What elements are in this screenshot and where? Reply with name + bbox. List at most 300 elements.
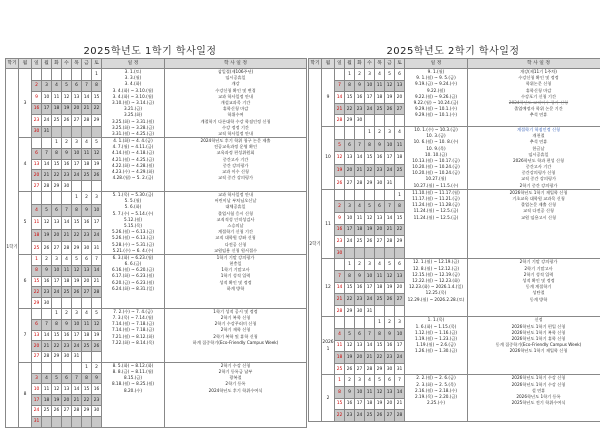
day-cell [92,181,102,192]
month-cell: 2026 1 [322,317,335,375]
day-cell: 5 [92,138,102,149]
day-cell: 25 [42,406,52,417]
day-cell: 16 [82,217,92,230]
schedule-event: 개강(제11기 1주차) [468,69,600,75]
day-cell: 23 [345,410,355,422]
schedule-event: 중간고사 기간 [165,157,306,163]
day-cell: 4 [365,375,375,387]
day-cell: 7 [72,373,82,384]
day-cell: 16 [62,330,72,341]
schedule-table [308,58,600,422]
schedule-date: 8.20.(수) [102,388,164,394]
day-cell: 22 [395,224,405,236]
day-cell [335,259,345,271]
day-cell: 3 [355,375,365,387]
day-cell: 27 [385,410,395,422]
schedule-event: 2학기 수강꾸러미 신청 [165,321,306,327]
day-cell [72,126,82,138]
schedule-event: 중간고사 기간 [468,164,600,170]
day-cell: 7 [42,148,52,159]
day-cell: 22 [345,103,355,115]
schedule-date: 6.20.(금) ~ 6.23.(월) [102,280,164,286]
day-cell: 26 [92,341,102,352]
day-cell [72,362,82,373]
schedule-date: 4. 1.(화) ~ 4. 4.(금) [102,138,164,144]
schedule-dates-cell [405,375,468,421]
day-cell: 30 [42,298,52,309]
header-sat: 토 [395,59,405,69]
day-cell: 30 [82,242,92,255]
week-row [309,259,600,271]
schedule-event: 1학기 성적 입력 [165,273,306,279]
schedule-dates-cell [102,308,165,362]
day-cell: 9 [385,328,395,340]
month-cell: 7 [19,308,32,362]
schedule-event: 개강 [165,81,306,87]
day-cell: 21 [385,224,395,236]
schedule-event: 2학기 기말고사 [468,266,600,272]
header-events: 학 사 일 정 [165,59,307,69]
day-cell: 20 [345,164,355,177]
schedule-date: 4.22.(화) ~ 4.28.(월) [102,163,164,169]
day-cell: 16 [32,103,42,115]
day-cell: 3 [365,69,375,81]
day-cell: 14 [365,340,375,352]
day-cell [395,115,405,127]
schedule-date: 10. 9.(목) [405,146,467,152]
day-cell: 13 [82,265,92,276]
schedule-event: 2024학년도 후기 학위 청구 논문 제출 [165,138,306,144]
schedule-event: 하계 방학 [165,286,306,292]
day-cell: 4 [375,69,385,81]
schedule-events-cell [165,308,307,362]
day-cell: 31 [72,352,82,363]
schedule-date: 10.27.(월) [405,176,467,182]
schedule-events-cell [165,362,307,427]
schedule-date: 3. 1.(토) [102,69,164,75]
day-cell: 29 [32,298,42,309]
schedule-date: 5.28.(수) ~ 5.31.(금) [102,242,164,248]
day-cell: 27 [345,177,355,190]
day-cell: 3 [92,192,102,205]
day-cell: 12 [72,265,82,276]
schedule-date: 7.22.(화) ~ 8.14.(목) [102,340,164,346]
schedule-date: 3.31.(월) ~ 4.25.(금) [102,131,164,137]
schedule-table [5,58,307,428]
schedule-date: 2. 2.(월) ~ 2. 6.(금) [405,375,467,381]
day-cell: 4 [82,308,92,319]
day-cell: 25 [52,115,62,127]
day-cell: 12 [365,213,375,225]
day-cell: 9 [92,373,102,384]
schedule-date: 4.21.(월) ~ 4.25.(금) [102,157,164,163]
schedule-event: 성적 확인 및 정정 [468,278,600,284]
day-cell: 1 [52,308,62,319]
day-cell: 26 [345,363,355,375]
day-cell: 27 [82,287,92,298]
day-cell: 8 [375,328,385,340]
day-cell: 10 [395,328,405,340]
day-cell: 30 [375,177,385,190]
day-cell: 27 [355,363,365,375]
day-cell: 6 [82,254,92,265]
day-cell: 10 [345,213,355,225]
schedule-event: 2학기 성적 입력 [468,272,600,278]
schedule-event: 2025학년도 전기 학위수여식 [468,400,600,406]
day-cell: 4 [335,328,345,340]
schedule-date: 12.23.(화) ~ 2026.1.4.(일) [405,284,467,290]
schedule-date: 8.15.(금) [102,375,164,381]
day-cell: 10 [72,148,82,159]
schedule-event: 졸업예정자 학위 논문 기간 [468,106,600,112]
schedule-event: 교직 다전공 신청 [468,208,600,214]
day-cell: 10 [92,204,102,217]
day-cell [92,298,102,309]
schedule-events-cell [165,254,307,308]
day-cell: 6 [395,259,405,271]
schedule-date: 10. 6.(월) ~ 10. 8.(수) [405,139,467,145]
day-cell: 2 [345,375,355,387]
day-cell: 28 [365,363,375,375]
day-cell: 18 [62,276,72,287]
day-cell: 7 [42,319,52,330]
day-cell: 18 [375,92,385,104]
day-cell: 25 [365,410,375,422]
day-cell: 19 [335,164,345,177]
day-cell: 13 [32,330,42,341]
day-cell: 1 [345,69,355,81]
schedule-event: 학위수여 [165,112,306,118]
week-row [6,138,307,149]
day-cell: 12 [92,319,102,330]
day-cell: 15 [375,340,385,352]
day-cell [355,126,365,139]
day-cell: 22 [345,294,355,306]
day-cell: 12 [52,384,62,395]
day-cell: 19 [62,103,72,115]
day-cell: 3 [52,254,62,265]
day-cell: 27 [52,242,62,255]
day-cell: 24 [42,115,52,127]
schedule-date: 10.20.(월) ~ 10.24.(금) [405,164,467,170]
day-cell: 8 [345,271,355,283]
day-cell: 11 [375,271,385,283]
schedule-date: 8. 5.(화) ~ 8.12.(화) [102,363,164,369]
schedule-event: 광복절 [165,375,306,381]
schedule-date: 9.22.(월) [405,88,467,94]
day-cell: 23 [355,294,365,306]
day-cell [365,115,375,127]
day-cell: 23 [385,352,395,364]
day-cell: 9 [355,271,365,283]
day-cell: 24 [345,236,355,248]
day-cell [52,298,62,309]
schedule-event: 다전공 신청 [165,242,306,248]
calendar-page-semester-1 [5,0,295,424]
schedule-date: 5. 5.(월) [102,198,164,204]
day-cell: 1 [345,259,355,271]
day-cell: 13 [52,217,62,230]
schedule-events-cell [165,192,307,255]
day-cell: 8 [82,373,92,384]
day-cell: 29 [52,352,62,363]
schedule-date: 7. 2.(수) ~ 7. 4.(금) [102,309,164,315]
schedule-event: 휴학신청 마감 [468,88,600,94]
day-cell: 12 [335,152,345,165]
day-cell: 15 [72,217,82,230]
schedule-date: 2. 3.(화) ~ 2. 5.(목) [405,382,467,388]
day-cell: 5 [52,373,62,384]
day-cell: 10 [365,271,375,283]
day-cell: 9 [345,386,355,398]
schedule-events-cell [468,317,600,375]
day-cell: 17 [355,398,365,410]
day-cell: 8 [335,386,345,398]
day-cell: 4 [32,204,42,217]
day-cell: 23 [355,103,365,115]
month-cell: 8 [19,362,32,427]
day-cell: 15 [32,276,42,287]
day-cell: 20 [395,282,405,294]
day-cell: 5 [365,201,375,213]
day-cell: 18 [82,330,92,341]
day-cell [62,362,72,373]
day-cell: 24 [395,352,405,364]
schedule-event: 신정 [468,317,600,323]
schedule-event: 2학기 등록금 납부 [165,369,306,375]
day-cell: 1 [82,362,92,373]
schedule-event: 수강 정정 기간 [165,125,306,131]
schedule-event: 교과 이수 신청 [165,169,306,175]
schedule-date: 12.25.(목) [405,290,467,296]
day-cell: 16 [375,152,385,165]
day-cell: 10 [32,384,42,395]
day-cell: 9 [355,80,365,92]
day-cell: 31 [32,416,42,427]
day-cell: 20 [32,341,42,352]
header-row [309,59,600,69]
day-cell: 9 [32,92,42,104]
day-cell: 11 [355,213,365,225]
day-cell: 18 [395,152,405,165]
day-cell: 26 [375,410,385,422]
day-cell: 20 [82,276,92,287]
day-cell: 21 [62,229,72,242]
day-cell: 18 [355,224,365,236]
month-cell: 12 [322,259,335,317]
day-cell: 15 [395,213,405,225]
schedule-date: 5. 7.(수) ~ 5.14.(수) [102,211,164,217]
day-cell: 8 [52,148,62,159]
header-mon: 월 [42,59,52,69]
day-cell: 21 [72,395,82,406]
schedule-event: 교과 학사일정 안내 [165,192,306,198]
day-cell: 17 [32,395,42,406]
day-cell: 7 [62,204,72,217]
day-cell: 29 [365,177,375,190]
day-cell [52,362,62,373]
schedule-date: 4.28.(월) ~ 5. 2.(금) [102,175,164,181]
day-cell: 3 [385,126,395,139]
day-cell: 15 [365,152,375,165]
schedule-event: 휴학신청 마감 [165,106,306,112]
day-cell: 15 [92,92,102,104]
schedule-dates-cell [102,254,165,308]
day-cell: 19 [385,282,395,294]
day-cell: 11 [365,386,375,398]
day-cell [92,352,102,363]
day-cell: 20 [72,103,82,115]
day-cell: 22 [335,410,345,422]
day-cell: 17 [395,340,405,352]
schedule-event: 2026학년도 1학기 수강 신청 [468,375,600,381]
schedule-event: 학위논문 신청 [468,81,600,87]
day-cell: 13 [385,386,395,398]
schedule-date: 9.29.(월) ~ 10.1.(수) [405,106,467,112]
day-cell: 19 [92,330,102,341]
day-cell: 28 [92,287,102,298]
schedule-event: 대체공휴일 [165,204,306,210]
day-cell: 4 [62,254,72,265]
day-cell: 2 [355,69,365,81]
schedule-date: 3.25.(화) ~ 3.31.(월) [102,119,164,125]
day-cell [385,115,395,127]
day-cell: 9 [375,139,385,152]
day-cell: 19 [375,398,385,410]
day-cell: 22 [365,164,375,177]
day-cell: 29 [82,406,92,417]
schedule-date: 10. 1.(수) ~ 10.3.(금) [405,127,467,133]
day-cell: 2 [385,317,395,329]
day-cell: 28 [42,352,52,363]
day-cell: 15 [52,159,62,170]
day-cell [365,189,375,201]
schedule-event: 2024학년도 교직이수 평가 신청 [468,100,600,106]
day-cell: 2 [62,138,72,149]
day-cell: 27 [32,352,42,363]
day-cell: 30 [62,181,72,192]
header-thu: 목 [375,59,385,69]
day-cell: 16 [355,282,365,294]
schedule-date: 3. 4.(화) [102,81,164,87]
day-cell: 27 [32,181,42,192]
day-cell: 27 [72,115,82,127]
day-cell: 11 [395,139,405,152]
day-cell: 5 [42,204,52,217]
day-cell: 27 [62,406,72,417]
schedule-event: 추석 연휴 [468,139,600,145]
schedule-event: 추석 연휴 [468,112,600,118]
schedule-event: 교직 중간 강의평가 [165,175,306,181]
schedule-events-cell [468,375,600,421]
day-cell [375,247,385,259]
day-cell: 3 [42,80,52,92]
schedule-dates-cell [405,259,468,317]
day-cell: 15 [345,92,355,104]
schedule-dates-cell [102,138,165,192]
day-cell [365,247,375,259]
schedule-event: 2학기 복학 신청 [165,315,306,321]
day-cell: 26 [335,177,345,190]
schedule-date: 9. 1.(월) ~ 9. 5.(금) [405,75,467,81]
day-cell: 2 [335,201,345,213]
day-cell: 1 [365,126,375,139]
schedule-event: 2026학년도 1학기 복학 신청 [468,330,600,336]
schedule-date: 3.10.(월) ~ 3.14.(금) [102,100,164,106]
schedule-date: 6.24.(화) ~ 8.31.(일) [102,286,164,292]
schedule-date: 4.14.(월) ~ 4.18.(금) [102,150,164,156]
week-row [6,192,307,205]
day-cell: 6 [345,139,355,152]
day-cell: 6 [32,148,42,159]
month-cell: 3 [19,69,32,138]
header-term: 학기 [309,59,322,69]
day-cell: 10 [365,80,375,92]
schedule-event: 수강신청 확인 및 변경 [165,88,306,94]
schedule-event: 동계 계절학기 [468,284,600,290]
schedule-event: 1학기 성적 공시 및 정정 [165,309,306,315]
day-cell: 13 [345,152,355,165]
day-cell: 20 [385,398,395,410]
schedule-event: 임시공휴일 [165,75,306,81]
day-cell: 22 [92,103,102,115]
week-row [309,189,600,201]
month-cell: 5 [19,192,32,255]
schedule-date: 7. 3.(목) ~ 7.14.(월) [102,315,164,321]
day-cell: 11 [42,384,52,395]
day-cell: 21 [355,164,365,177]
day-cell [82,69,92,81]
day-cell: 13 [375,213,385,225]
day-cell [345,126,355,139]
day-cell: 21 [82,103,92,115]
day-cell: 20 [62,395,72,406]
day-cell: 13 [62,384,72,395]
day-cell: 13 [32,159,42,170]
schedule-date: 3. 4.(화) ~ 3.10.(월) [102,94,164,100]
day-cell [385,189,395,201]
schedule-date: 2.16.(월) ~ 2.18.(수) [405,388,467,394]
day-cell: 4 [395,126,405,139]
day-cell: 5 [92,308,102,319]
header-sat: 토 [92,59,102,69]
header-mon: 월 [345,59,355,69]
day-cell: 31 [385,177,395,190]
day-cell: 6 [395,69,405,81]
day-cell: 22 [82,395,92,406]
day-cell: 18 [375,282,385,294]
day-cell: 1 [335,375,345,387]
day-cell: 29 [345,115,355,127]
day-cell: 25 [82,341,92,352]
schedule-event: 동계 방학 [468,297,600,303]
schedule-date: 10.27.(월) ~ 11.5.(수) [405,183,467,189]
schedule-date: 5. 1.(목) ~ 5.30.(금) [102,192,164,198]
header-fri: 금 [385,59,395,69]
day-cell [62,192,72,205]
day-cell [395,305,405,317]
day-cell: 8 [345,80,355,92]
day-cell: 4 [355,201,365,213]
day-cell: 26 [385,103,395,115]
schedule-event: 교육과정 편성위원회 [165,150,306,156]
day-cell: 28 [335,115,345,127]
day-cell [82,416,92,427]
day-cell: 17 [365,92,375,104]
header-dates: 일 정 [102,59,165,69]
header-row [6,59,307,69]
schedule-date: 1. 1.(목) [405,317,467,323]
